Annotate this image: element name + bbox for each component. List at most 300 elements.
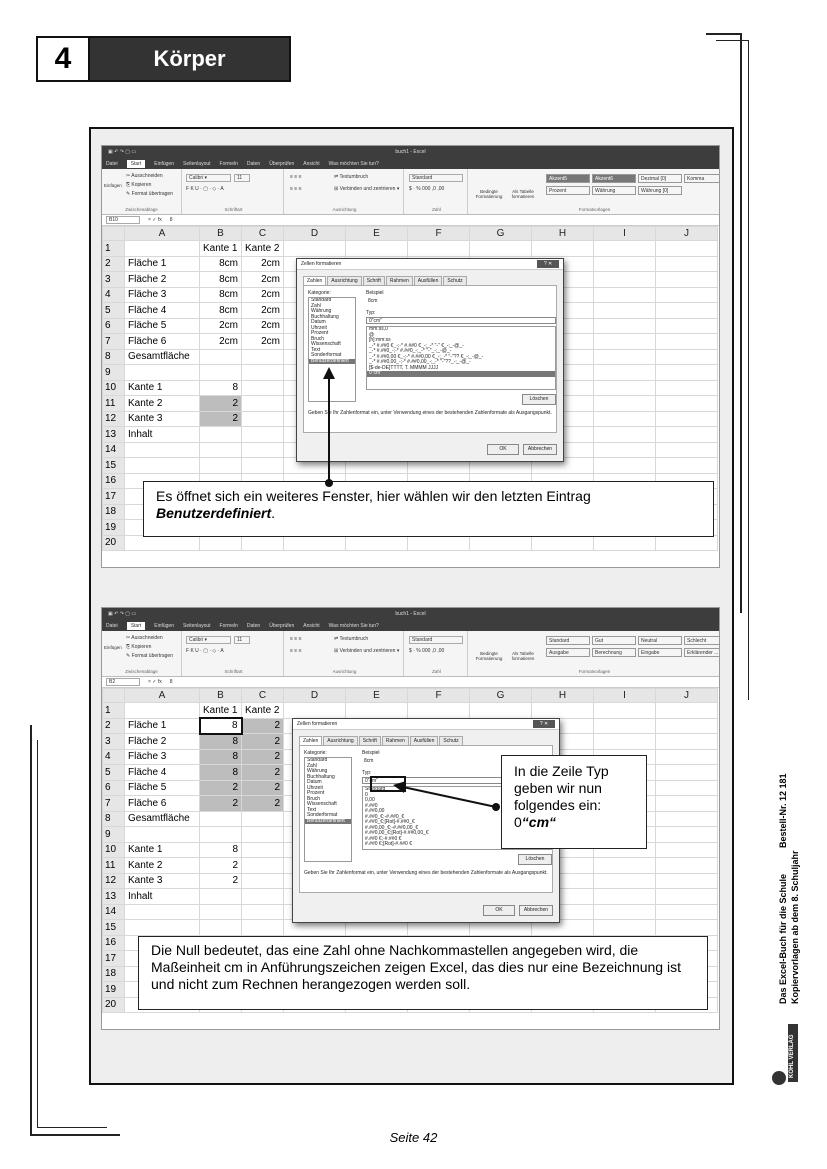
wrap-text-button[interactable]: ⇌ Textumbruch xyxy=(334,636,369,642)
row-header[interactable]: 5 xyxy=(103,765,125,781)
format-item[interactable]: mm:ss,0 xyxy=(369,326,388,332)
quick-access-icons[interactable]: ▣ ↶ ↷ ▢ ▭ xyxy=(108,611,137,617)
arrow-overlay xyxy=(91,129,736,1087)
category-item[interactable]: Buchhaltung xyxy=(311,313,339,320)
tab-3[interactable]: Seitenlayout xyxy=(183,160,211,167)
tab-4[interactable]: Formeln xyxy=(219,160,238,167)
cell[interactable]: 2cm xyxy=(242,272,284,288)
cell[interactable]: 2 xyxy=(200,796,242,812)
column-header[interactable]: F xyxy=(408,227,470,241)
font-format-icons[interactable]: F K U · ▢ · ◇ · A xyxy=(186,648,224,654)
column-header[interactable]: A xyxy=(125,689,200,703)
cell[interactable]: 2cm xyxy=(242,287,284,303)
cell-style-0[interactable]: Akzent5 xyxy=(546,174,590,183)
format-item[interactable]: #.##0 xyxy=(365,802,378,809)
row-header[interactable]: 14 xyxy=(103,904,125,920)
number-label: Zahl xyxy=(432,207,441,212)
type-input[interactable]: 0"cm" xyxy=(366,317,556,324)
chapter-number: 4 xyxy=(38,38,90,80)
tab-3[interactable]: Seitenlayout xyxy=(183,622,211,629)
cell[interactable]: Fläche 4 xyxy=(125,303,200,319)
callout-1-bold: Benutzerdefiniert xyxy=(156,505,272,521)
category-item[interactable]: Datum xyxy=(307,779,322,785)
copy-button[interactable]: ⎘ Kopieren xyxy=(126,644,152,650)
dialog-tab-2[interactable]: Schrift xyxy=(359,736,381,745)
row-header[interactable]: 7 xyxy=(103,796,125,812)
cell[interactable]: 2 xyxy=(242,780,284,796)
row-header[interactable]: 11 xyxy=(103,396,125,412)
font-label: Schriftart xyxy=(224,207,243,212)
font-size-select[interactable]: 11 xyxy=(234,636,250,644)
cell[interactable]: Kante 2 xyxy=(125,858,200,874)
styles-label: Formatvorlagen xyxy=(578,669,611,674)
column-header[interactable]: D xyxy=(284,689,346,703)
cancel-button[interactable]: Abbrechen xyxy=(519,905,553,916)
row-header[interactable]: 13 xyxy=(103,427,125,443)
format-item[interactable]: [$-de-DE]TTTT, T. MMMM JJJJ xyxy=(369,364,439,371)
row-header[interactable]: 10 xyxy=(103,380,125,396)
cell[interactable]: 2 xyxy=(242,796,284,812)
cell-style-4[interactable]: Prozent xyxy=(546,186,590,195)
format-item[interactable]: _-* #.##0 €_-;-* #.##0 €_-;_-* "-" €_-;_-@_- xyxy=(369,342,464,349)
clipboard-label: Zwischenablage xyxy=(125,669,158,674)
corner-line xyxy=(716,40,749,41)
cut-button[interactable]: ✂ Ausschneiden xyxy=(126,173,163,179)
row-header[interactable]: 6 xyxy=(103,780,125,796)
format-item[interactable]: #.##0_€;-#.##0_€ xyxy=(365,813,405,820)
corner-line xyxy=(706,33,740,35)
cancel-button[interactable]: Abbrechen xyxy=(523,444,557,455)
row-header[interactable]: 20 xyxy=(103,535,125,551)
cell[interactable]: Kante 1 xyxy=(200,703,242,719)
sample-label: Beispiel xyxy=(366,290,384,296)
tab-8[interactable]: Was möchten Sie tun? xyxy=(328,622,379,629)
column-header[interactable]: J xyxy=(656,227,718,241)
cell[interactable]: 8cm xyxy=(200,272,242,288)
cell-style-5[interactable]: Währung xyxy=(592,186,636,195)
format-item[interactable]: 0,00 xyxy=(365,797,375,803)
dialog-tab-0[interactable]: Zahlen xyxy=(303,276,326,285)
callout-1-end: . xyxy=(271,505,276,521)
tab-2[interactable]: Einfügen xyxy=(154,160,174,167)
publisher-name: KOHL VERLAG xyxy=(789,1034,795,1078)
window-title: buch1 - Excel xyxy=(395,149,426,155)
row-header[interactable]: 11 xyxy=(103,858,125,874)
category-item[interactable]: Wissenschaft xyxy=(307,801,337,807)
dialog-tab-1[interactable]: Ausrichtung xyxy=(327,276,361,285)
row-header[interactable]: 3 xyxy=(103,734,125,750)
category-label: Kategorie: xyxy=(304,750,327,756)
cell[interactable]: Kante 3 xyxy=(125,411,200,427)
align-icons[interactable]: ≡ ≡ ≡ ≡ ≡ ≡ xyxy=(290,174,302,192)
cell-style-4[interactable]: Ausgabe xyxy=(546,648,590,657)
number-format-select[interactable]: Standard xyxy=(409,174,463,182)
cell[interactable]: 2cm xyxy=(242,303,284,319)
alignment-label: Ausrichtung xyxy=(332,207,357,212)
cell[interactable]: 8 xyxy=(200,718,242,734)
column-header[interactable]: E xyxy=(346,689,408,703)
category-item[interactable]: Bruch xyxy=(307,795,321,802)
row-header[interactable]: 18 xyxy=(103,504,125,520)
chapter-header xyxy=(36,36,291,82)
category-item[interactable]: Text xyxy=(307,806,317,813)
cell[interactable]: Fläche 1 xyxy=(125,256,200,272)
callout-2-bold: “cm“ xyxy=(521,814,557,830)
corner-line xyxy=(37,1127,107,1128)
dialog-tab-3[interactable]: Rahmen xyxy=(382,736,409,745)
number-label: Zahl xyxy=(432,669,441,674)
category-item[interactable]: Sonderformat xyxy=(307,812,338,818)
cell-style-2[interactable]: Neutral xyxy=(638,636,682,645)
alignment-label: Ausrichtung xyxy=(332,669,357,674)
cell[interactable]: Kante 1 xyxy=(200,241,242,257)
cell[interactable]: 8 xyxy=(200,842,242,858)
sample-value: 8cm xyxy=(364,758,374,764)
category-item[interactable]: Währung xyxy=(307,768,328,774)
cell[interactable]: Kante 2 xyxy=(242,241,284,257)
tab-1[interactable]: Start xyxy=(127,622,146,630)
formula-value[interactable]: 8 xyxy=(169,217,173,223)
cell-style-1[interactable]: Gut xyxy=(592,636,636,645)
dialog-tab-5[interactable]: Schutz xyxy=(443,276,466,285)
ok-button[interactable]: OK xyxy=(483,905,515,916)
row-header[interactable]: 16 xyxy=(103,935,125,951)
cell[interactable]: 2 xyxy=(242,718,284,734)
column-header[interactable]: H xyxy=(532,689,594,703)
cell[interactable]: 2 xyxy=(242,765,284,781)
row-header[interactable]: 1 xyxy=(103,241,125,257)
column-header[interactable]: G xyxy=(470,227,532,241)
cell[interactable]: 2 xyxy=(200,396,242,412)
row-header[interactable]: 20 xyxy=(103,997,125,1013)
column-header[interactable]: C xyxy=(242,689,284,703)
cell[interactable]: 2cm xyxy=(242,334,284,350)
row-header[interactable]: 15 xyxy=(103,458,125,474)
number-icons[interactable]: $ · % 000 ,0 ,00 xyxy=(409,648,445,654)
dialog-tab-4[interactable]: Ausfüllen xyxy=(410,736,439,745)
category-item[interactable]: Zahl xyxy=(307,762,317,769)
conditional-format-button[interactable]: Bedingte Formatierung xyxy=(475,651,503,661)
dialog-tab-3[interactable]: Rahmen xyxy=(386,276,413,285)
column-header[interactable]: B xyxy=(200,689,242,703)
row-header[interactable]: 17 xyxy=(103,951,125,967)
column-header[interactable]: C xyxy=(242,227,284,241)
column-header[interactable]: I xyxy=(594,689,656,703)
cell[interactable]: Kante 3 xyxy=(125,873,200,889)
category-item[interactable]: Prozent xyxy=(311,330,329,336)
cell[interactable]: Gesamtfläche xyxy=(125,811,200,827)
format-item[interactable]: _-* #.##0,00_-;-* #.##0,00_-;_-* "-"??_-;_-@_- xyxy=(369,359,471,365)
cut-button[interactable]: ✂ Ausschneiden xyxy=(126,635,163,641)
column-header[interactable]: J xyxy=(656,689,718,703)
format-item[interactable]: #.##0_€;[Rot]-#.##0_€ xyxy=(365,819,415,825)
tab-7[interactable]: Ansicht xyxy=(303,622,320,629)
window-title: buch1 - Excel xyxy=(395,611,426,617)
tab-6[interactable]: Überprüfen xyxy=(269,622,295,629)
cell-style-0[interactable]: Standard xyxy=(546,636,590,645)
tab-6[interactable]: Überprüfen xyxy=(269,160,295,167)
font-name-select[interactable]: Calibri ▾ xyxy=(186,174,231,182)
tab-5[interactable]: Daten xyxy=(246,160,261,167)
quick-access-icons[interactable]: ▣ ↶ ↷ ▢ ▭ xyxy=(108,149,137,155)
cell[interactable]: 8 xyxy=(200,380,242,396)
category-item[interactable]: Buchhaltung xyxy=(307,773,335,780)
cell[interactable]: 8 xyxy=(200,765,242,781)
format-painter-button[interactable]: ✎ Format übertragen xyxy=(126,191,173,197)
fx-icon: × ✓ fx xyxy=(148,679,162,685)
cell[interactable]: 8cm xyxy=(200,303,242,319)
merge-button[interactable]: ⊞ Verbinden und zentrieren ▾ xyxy=(334,186,400,192)
tab-0[interactable]: Datei xyxy=(106,160,118,167)
cell[interactable]: Fläche 2 xyxy=(125,734,200,750)
number-icons[interactable]: $ · % 000 ,0 ,00 xyxy=(409,186,445,192)
cell[interactable]: Fläche 4 xyxy=(125,765,200,781)
row-header[interactable]: 4 xyxy=(103,287,125,303)
content-frame xyxy=(89,127,734,1085)
corner-line xyxy=(30,725,32,1135)
column-header[interactable]: E xyxy=(346,227,408,241)
row-header[interactable]: 1 xyxy=(103,703,125,719)
cell-style-1[interactable]: Akzent6 xyxy=(592,174,636,183)
conditional-format-button[interactable]: Bedingte Formatierung xyxy=(475,189,503,199)
dialog-title: Zellen formatieren xyxy=(297,721,338,727)
cell[interactable]: 8cm xyxy=(200,256,242,272)
row-header[interactable]: 19 xyxy=(103,982,125,998)
cell[interactable]: Fläche 1 xyxy=(125,718,200,734)
tab-4[interactable]: Formeln xyxy=(219,622,238,629)
format-item[interactable]: 0 xyxy=(365,791,368,798)
row-header[interactable]: 12 xyxy=(103,873,125,889)
callout-2-text: In die Zeile Typ geben wir nun folgendes ein: xyxy=(514,763,609,813)
chapter-title: Körper xyxy=(90,38,289,80)
row-header[interactable]: 8 xyxy=(103,349,125,365)
category-item[interactable]: Sonderformat xyxy=(311,352,342,358)
sample-value: 8cm xyxy=(368,298,378,304)
cell[interactable]: Kante 2 xyxy=(242,703,284,719)
close-icon[interactable]: ? ✕ xyxy=(533,720,555,728)
category-item[interactable]: Text xyxy=(311,346,321,353)
tab-8[interactable]: Was möchten Sie tun? xyxy=(328,160,379,167)
close-icon[interactable]: ? ✕ xyxy=(537,260,559,268)
corner-line xyxy=(37,740,38,1127)
row-header[interactable]: 3 xyxy=(103,272,125,288)
tab-1[interactable]: Start xyxy=(127,160,146,168)
cell[interactable]: Inhalt xyxy=(125,427,200,443)
cell[interactable]: 2cm xyxy=(200,334,242,350)
column-header[interactable]: H xyxy=(532,227,594,241)
publisher-logo xyxy=(770,1020,800,1086)
category-item[interactable]: Datum xyxy=(311,319,326,325)
cell[interactable]: Fläche 2 xyxy=(125,272,200,288)
category-item[interactable]: Währung xyxy=(311,308,332,314)
tab-7[interactable]: Ansicht xyxy=(303,160,320,167)
cell[interactable]: 2 xyxy=(200,858,242,874)
cell[interactable]: Fläche 5 xyxy=(125,780,200,796)
dialog-tab-1[interactable]: Ausrichtung xyxy=(323,736,357,745)
type-label: Typ: xyxy=(362,770,372,776)
styles-label: Formatvorlagen xyxy=(578,207,611,212)
cell[interactable]: Fläche 5 xyxy=(125,318,200,334)
name-box[interactable]: B2 xyxy=(106,678,140,686)
format-as-table-button[interactable]: Als Tabelle formatieren xyxy=(511,189,535,199)
wrap-text-button[interactable]: ⇌ Textumbruch xyxy=(334,174,369,180)
name-box[interactable]: B10 xyxy=(106,216,140,224)
column-header[interactable]: F xyxy=(408,689,470,703)
format-item[interactable]: 0"cm" xyxy=(367,371,555,377)
cell-style-5[interactable]: Berechnung xyxy=(592,648,636,657)
cell[interactable]: Fläche 6 xyxy=(125,334,200,350)
cell-style-3[interactable]: Komma xyxy=(684,174,720,183)
dialog-tab-4[interactable]: Ausfüllen xyxy=(414,276,443,285)
format-item[interactable]: #.##0,00 xyxy=(365,808,385,814)
column-header[interactable]: A xyxy=(125,227,200,241)
row-header[interactable]: 6 xyxy=(103,318,125,334)
font-label: Schriftart xyxy=(224,669,243,674)
row-header[interactable]: 9 xyxy=(103,365,125,381)
row-header[interactable]: 13 xyxy=(103,889,125,905)
row-header[interactable]: 12 xyxy=(103,411,125,427)
dialog-tab-0[interactable]: Zahlen xyxy=(299,736,322,745)
format-item[interactable]: [h]:mm:ss xyxy=(369,337,391,343)
fx-icon: × ✓ fx xyxy=(148,217,162,223)
cell[interactable]: 2cm xyxy=(242,256,284,272)
dialog-tab-2[interactable]: Schrift xyxy=(363,276,385,285)
number-format-select[interactable]: Standard xyxy=(409,636,463,644)
category-item[interactable]: Standard xyxy=(311,297,332,303)
clipboard-label: Zwischenablage xyxy=(125,207,158,212)
row-header[interactable]: 18 xyxy=(103,966,125,982)
copy-button[interactable]: ⎘ Kopieren xyxy=(126,182,152,188)
format-item[interactable]: #.##0,00_€;[Rot]-#.##0,00_€ xyxy=(365,830,429,836)
column-header[interactable]: G xyxy=(470,689,532,703)
row-header[interactable]: 2 xyxy=(103,256,125,272)
row-header[interactable]: 16 xyxy=(103,473,125,489)
format-item[interactable]: _-* #.##0,00 €_-;-* #.##0,00 €_-;_-* "-"?? €_-;_-@_- xyxy=(369,353,484,360)
dialog-hint: Geben Sie Ihr Zahlenformat ein, unter Verwendung eines der bestehenden Zahlenformate als Ausgangspunkt. xyxy=(304,870,548,876)
row-header[interactable]: 14 xyxy=(103,442,125,458)
tab-0[interactable]: Datei xyxy=(106,622,118,629)
corner-line xyxy=(748,40,749,700)
format-painter-button[interactable]: ✎ Format übertragen xyxy=(126,653,173,659)
cell[interactable]: 2 xyxy=(200,411,242,427)
tab-2[interactable]: Einfügen xyxy=(154,622,174,629)
category-item[interactable]: Benutzerdefiniert xyxy=(309,359,355,365)
row-header[interactable]: 7 xyxy=(103,334,125,350)
format-item[interactable]: #.##0 €;[Rot]-#.##0 € xyxy=(365,841,412,847)
format-item[interactable]: #.##0,00_€;-#.##0,00_€ xyxy=(365,824,419,831)
row-header[interactable]: 4 xyxy=(103,749,125,765)
formula-value[interactable]: 8 xyxy=(169,679,173,685)
row-header[interactable]: 9 xyxy=(103,827,125,843)
corner-line xyxy=(740,33,742,613)
category-item[interactable]: Uhrzeit xyxy=(311,324,327,331)
format-item[interactable]: _-* #.##0_-;-* #.##0_-;_-* "-"_-;_-@_- xyxy=(369,348,452,354)
sidebar-line2: Kopiervorlagen ab dem 8. Schuljahr xyxy=(790,850,800,1004)
sidebar-line1: Das Excel-Buch für die Schule xyxy=(778,873,788,1004)
font-name-select[interactable]: Calibri ▾ xyxy=(186,636,231,644)
paste-button[interactable]: Einfügen xyxy=(104,183,122,188)
row-header[interactable]: 5 xyxy=(103,303,125,319)
type-label: Typ: xyxy=(366,310,376,316)
dialog-title: Zellen formatieren xyxy=(301,261,342,267)
ok-button[interactable]: OK xyxy=(487,444,519,455)
cell[interactable]: 2 xyxy=(242,734,284,750)
tab-5[interactable]: Daten xyxy=(246,622,261,629)
category-item[interactable]: Uhrzeit xyxy=(307,784,323,791)
cell[interactable]: Kante 1 xyxy=(125,842,200,858)
cell[interactable]: Inhalt xyxy=(125,889,200,905)
row-header[interactable]: 2 xyxy=(103,718,125,734)
column-header[interactable]: I xyxy=(594,227,656,241)
type-input[interactable]: 0"cm" xyxy=(362,777,552,784)
merge-button[interactable]: ⊞ Verbinden und zentrieren ▾ xyxy=(334,648,400,654)
font-format-icons[interactable]: F K U · ▢ · ◇ · A xyxy=(186,186,224,192)
cell-style-6[interactable]: Währung [0] xyxy=(638,186,682,195)
paste-button[interactable]: Einfügen xyxy=(104,645,122,650)
sidebar-order: Bestell-Nr. 12 181 xyxy=(778,773,788,848)
cell[interactable]: 8 xyxy=(200,734,242,750)
cell[interactable]: Gesamtfläche xyxy=(125,349,200,365)
cell[interactable]: 2cm xyxy=(200,318,242,334)
cell[interactable]: 8cm xyxy=(200,287,242,303)
delete-button[interactable]: Löschen xyxy=(522,394,556,405)
sample-label: Beispiel xyxy=(362,750,380,756)
cell-style-7[interactable]: Erklärender ... xyxy=(684,648,720,657)
callout-1-text: Es öffnet sich ein weiteres Fenster, hier wählen wir den letzten Eintrag xyxy=(156,488,591,504)
page-number: Seite 42 xyxy=(389,1130,438,1145)
column-header[interactable]: D xyxy=(284,227,346,241)
row-header[interactable]: 15 xyxy=(103,920,125,936)
row-header[interactable]: 17 xyxy=(103,489,125,505)
cell[interactable]: 2 xyxy=(200,873,242,889)
callout-2-code: 0 xyxy=(514,814,522,830)
cell[interactable]: Kante 1 xyxy=(125,380,200,396)
font-size-select[interactable]: 11 xyxy=(234,174,250,182)
category-item[interactable]: Wissenschaft xyxy=(311,341,341,347)
cell[interactable]: Fläche 3 xyxy=(125,749,200,765)
format-item[interactable]: Standard xyxy=(365,786,386,792)
callout-3-text: Die Null bedeutet, das eine Zahl ohne Nachkommastellen angegeben wird, die Maßeinheit cm in Anführungszeichen zeigen Excel, das dies nur eine Bezeichnung ist und nicht zum Rechnen herangezogen werden soll. xyxy=(151,942,681,992)
cell-style-3[interactable]: Schlecht xyxy=(684,636,720,645)
align-icons[interactable]: ≡ ≡ ≡ ≡ ≡ ≡ xyxy=(290,636,302,654)
dialog-hint: Geben Sie Ihr Zahlenformat ein, unter Verwendung eines der bestehenden Zahlenformate als Ausgangspunkt. xyxy=(308,410,552,416)
format-item[interactable]: #.##0 €;-#.##0 € xyxy=(365,835,402,842)
format-item[interactable]: @ xyxy=(369,331,375,338)
category-item[interactable]: Prozent xyxy=(307,790,325,796)
row-header[interactable]: 8 xyxy=(103,811,125,827)
cell[interactable]: 2 xyxy=(200,780,242,796)
category-item[interactable]: Bruch xyxy=(311,335,325,342)
category-item[interactable]: Benutzerdefiniert xyxy=(305,819,351,825)
cell[interactable]: Fläche 6 xyxy=(125,796,200,812)
cell[interactable]: Kante 2 xyxy=(125,396,200,412)
category-item[interactable]: Zahl xyxy=(311,302,321,309)
row-header[interactable]: 19 xyxy=(103,520,125,536)
cell[interactable]: 8 xyxy=(200,749,242,765)
cell-style-2[interactable]: Dezimal [0] xyxy=(638,174,682,183)
category-label: Kategorie: xyxy=(308,290,331,296)
cell-style-6[interactable]: Eingabe xyxy=(638,648,682,657)
row-header[interactable]: 10 xyxy=(103,842,125,858)
cell[interactable]: 2 xyxy=(242,749,284,765)
column-header[interactable]: B xyxy=(200,227,242,241)
delete-button[interactable]: Löschen xyxy=(518,854,552,865)
category-item[interactable]: Standard xyxy=(307,757,328,763)
dialog-tab-5[interactable]: Schutz xyxy=(439,736,462,745)
cell[interactable]: Fläche 3 xyxy=(125,287,200,303)
format-as-table-button[interactable]: Als Tabelle formatieren xyxy=(511,651,535,661)
cell[interactable]: 2cm xyxy=(242,318,284,334)
